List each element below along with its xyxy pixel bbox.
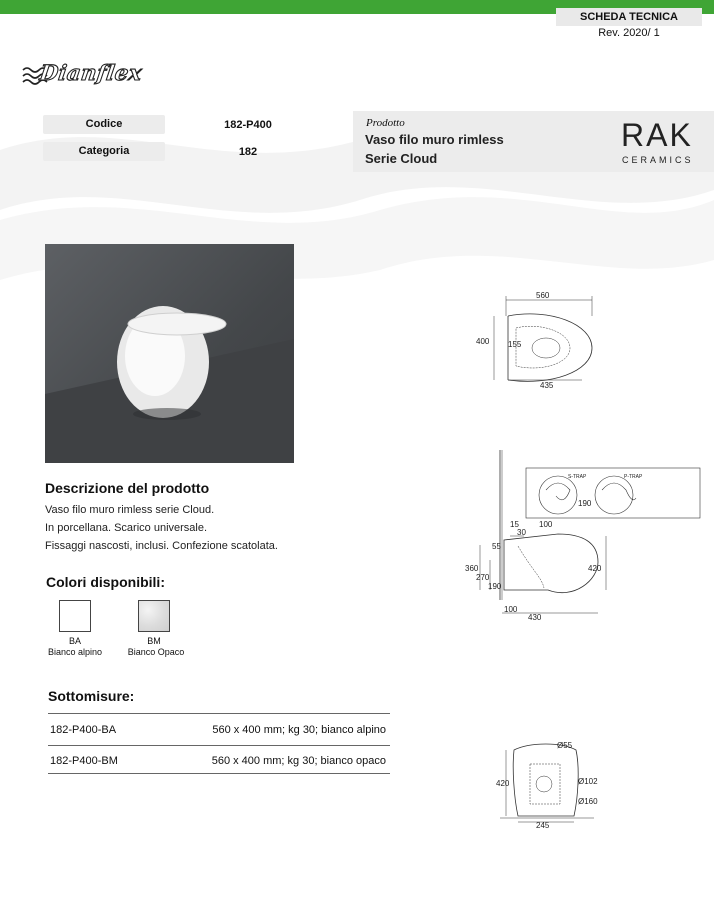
description-heading: Descrizione del prodotto	[45, 480, 210, 496]
svg-text:Ø102: Ø102	[578, 777, 598, 786]
svg-text:30: 30	[517, 528, 526, 537]
svg-text:190: 190	[488, 582, 502, 591]
logo-wordmark: Dianflex	[38, 60, 144, 85]
dianflex-logo	[22, 58, 174, 92]
svg-text:360: 360	[465, 564, 479, 573]
description-line: Fissaggi nascosti, inclusi. Confezione scatolata.	[45, 540, 278, 552]
color-swatch-ba	[59, 600, 91, 632]
svg-text:P-TRAP: P-TRAP	[624, 474, 643, 480]
rak-logo-subtitle: CERAMICS	[622, 155, 694, 165]
revision-label: Rev. 2020/ 1	[598, 27, 660, 39]
svg-text:560: 560	[536, 291, 550, 300]
svg-text:55: 55	[492, 542, 501, 551]
sheet-type-badge: SCHEDA TECNICA	[556, 8, 702, 26]
side-view-drawing	[462, 450, 708, 625]
top-view-drawing	[470, 286, 610, 392]
color-code: BM	[147, 636, 161, 646]
svg-text:420: 420	[496, 779, 510, 788]
color-name: Bianco Opaco	[127, 647, 185, 657]
svg-text:Ø55: Ø55	[557, 741, 573, 750]
toilet-render-image	[45, 244, 294, 463]
svg-text:Ø160: Ø160	[578, 797, 598, 806]
product-photo	[45, 244, 294, 463]
svg-text:100: 100	[504, 605, 518, 614]
svg-text:270: 270	[476, 573, 490, 582]
rak-logo: RAK	[621, 117, 693, 153]
size-row-spec: 560 x 400 mm; kg 30; bianco alpino	[212, 724, 386, 736]
svg-text:420: 420	[588, 564, 602, 573]
size-row-code: 182-P400-BM	[50, 755, 118, 767]
product-name-line1: Vaso filo muro rimless	[365, 132, 504, 147]
svg-text:100: 100	[539, 520, 553, 529]
product-name-line2: Serie Cloud	[365, 151, 438, 166]
table-divider	[48, 745, 390, 746]
category-value: 182	[238, 146, 258, 158]
description-line: In porcellana. Scarico universale.	[45, 522, 208, 534]
table-divider	[48, 713, 390, 714]
svg-text:15: 15	[510, 520, 519, 529]
svg-text:155: 155	[508, 340, 522, 349]
description-line: Vaso filo muro rimless serie Cloud.	[45, 504, 215, 516]
colors-heading: Colori disponibili:	[46, 574, 165, 590]
product-box	[353, 111, 714, 172]
table-divider	[48, 773, 390, 774]
size-row-spec: 560 x 400 mm; kg 30; bianco opaco	[211, 755, 386, 767]
svg-text:400: 400	[476, 337, 490, 346]
code-value: 182-P400	[224, 119, 272, 131]
category-label: Categoria	[43, 142, 165, 161]
svg-text:430: 430	[528, 613, 542, 622]
color-swatch-bm	[138, 600, 170, 632]
product-label: Prodotto	[366, 117, 405, 129]
svg-text:S-TRAP: S-TRAP	[568, 474, 587, 480]
back-view-drawing	[494, 738, 604, 830]
color-code: BA	[68, 636, 81, 646]
svg-text:435: 435	[540, 381, 554, 390]
sizes-heading: Sottomisure:	[48, 688, 135, 704]
svg-text:245: 245	[536, 821, 550, 830]
color-name: Bianco alpino	[47, 647, 103, 657]
code-label: Codice	[43, 115, 165, 134]
svg-text:190: 190	[578, 499, 592, 508]
size-row-code: 182-P400-BA	[50, 724, 117, 736]
